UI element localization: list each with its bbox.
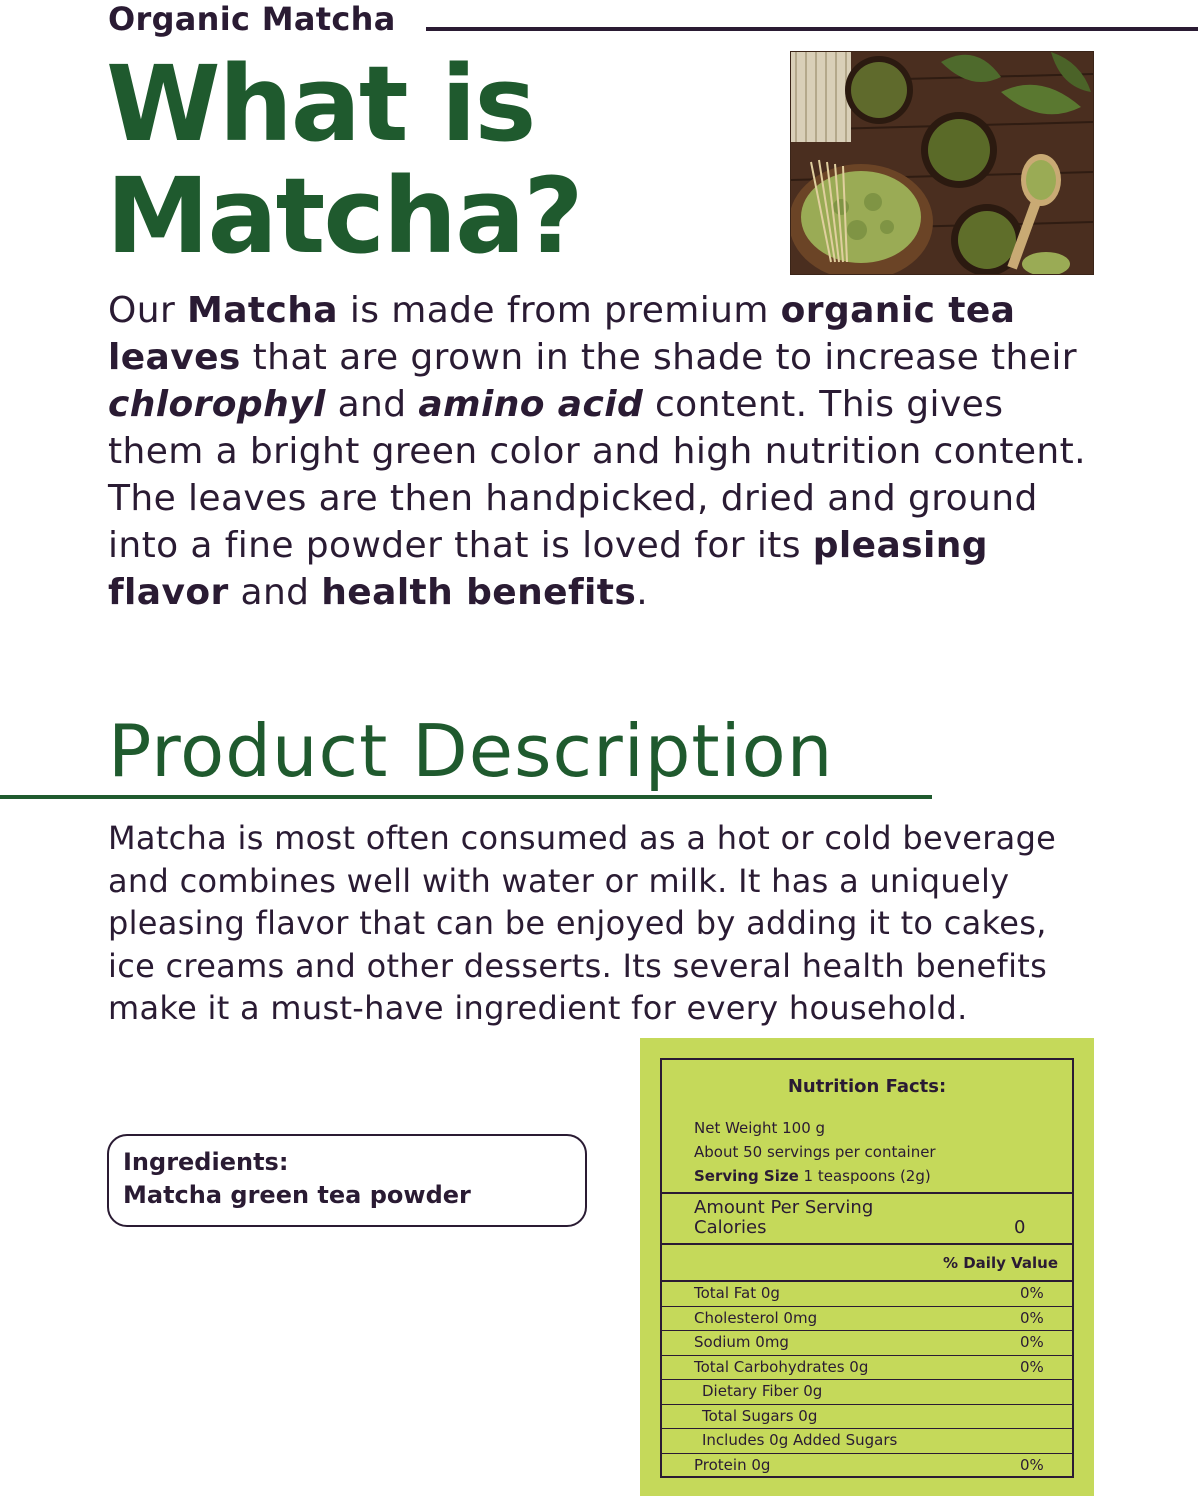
nutrition-facts-table bbox=[660, 1058, 1074, 1478]
ingredients-value: Matcha green tea powder bbox=[123, 1181, 471, 1209]
product-description-text: Matcha is most often consumed as a hot or cold beverage and combines well with water or milk. It has a uniquely pleasing flavor that can be enjoyed by adding it to cakes, ice creams and other desserts. Its several health benefits make it a must-have ingredient for every household. bbox=[108, 819, 1057, 1027]
intro-paragraph: Our Matcha is made from premium organic tea leaves that are grown in the shade to increase their chlorophyl and amino acid content. This gives them a bright green color and high nutrition content. The leaves are then handpicked, dried and ground into a fine powder that is loved for its pleasing flavor and health benefits. bbox=[108, 290, 1087, 613]
brand-title: Organic Matcha bbox=[108, 0, 396, 38]
section-divider bbox=[0, 795, 932, 799]
headline-line-2: Matcha? bbox=[106, 155, 582, 277]
nutrition-rows bbox=[662, 1282, 1072, 1478]
ingredients-label: Ingredients: bbox=[123, 1148, 289, 1176]
nutrient-row: Total Carbohydrates 0g 0% bbox=[662, 1356, 1072, 1381]
nutrient-row: Includes 0g Added Sugars bbox=[662, 1429, 1072, 1454]
serving-size: Serving Size 1 teaspoons (2g) bbox=[694, 1167, 931, 1185]
calories-label: Calories bbox=[694, 1217, 767, 1238]
brand-divider bbox=[426, 27, 1198, 31]
net-weight: Net Weight 100 g bbox=[694, 1119, 826, 1137]
nutrient-row: Cholesterol 0mg 0% bbox=[662, 1307, 1072, 1332]
matcha-product-photo bbox=[790, 51, 1094, 275]
nutrition-title: Nutrition Facts: bbox=[787, 1076, 947, 1097]
nutrition-divider bbox=[662, 1192, 1072, 1194]
nutrient-row: Total Fat 0g 0% bbox=[662, 1282, 1072, 1307]
amount-per-serving: Amount Per Serving bbox=[694, 1197, 874, 1218]
headline-line-1: What is bbox=[106, 43, 535, 165]
servings-per-container: About 50 servings per container bbox=[694, 1143, 936, 1161]
ingredients-box bbox=[107, 1134, 587, 1227]
nutrient-row: Protein 0g 0% bbox=[694, 1455, 1044, 1474]
nutrition-divider bbox=[662, 1243, 1072, 1245]
page-headline bbox=[106, 43, 746, 277]
nutrient-row: Total Sugars 0g bbox=[662, 1405, 1072, 1430]
section-title-product-description: Product Description bbox=[108, 709, 834, 793]
daily-value-header: % Daily Value bbox=[942, 1254, 1058, 1272]
nutrition-meta bbox=[694, 1116, 936, 1188]
nutrient-row: Sodium 0mg 0% bbox=[662, 1331, 1072, 1356]
nutrient-row: Dietary Fiber 0g bbox=[662, 1380, 1072, 1405]
calories-value: 0 bbox=[1014, 1217, 1026, 1238]
